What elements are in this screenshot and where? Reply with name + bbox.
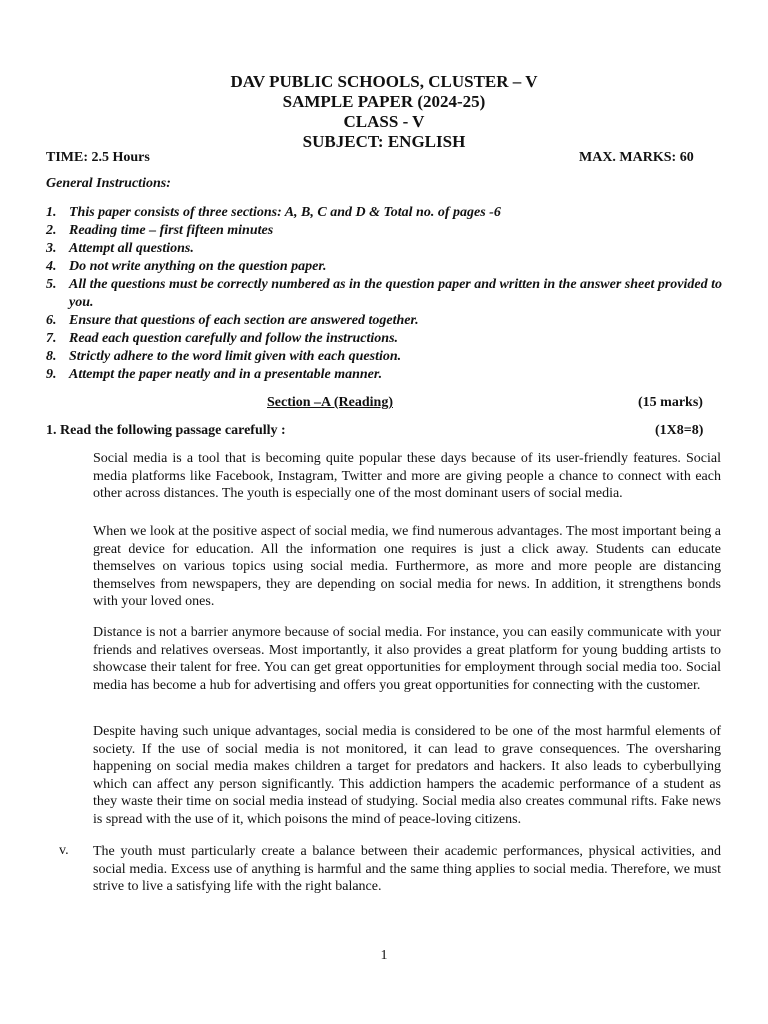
instruction-text: Ensure that questions of each section are answered together. bbox=[69, 313, 419, 328]
general-instructions-heading: General Instructions: bbox=[46, 176, 171, 191]
instruction-text: Attempt the paper neatly and in a presentable manner. bbox=[69, 367, 383, 382]
passage-paragraph-5: The youth must particularly create a balance between their academic performances, physical activities, and social media. Excess use of anything is harmful and the same thing applies to social media. Therefore, we must strive to live a satisfying life with the right balance. bbox=[93, 844, 721, 894]
paper-title: SAMPLE PAPER (2024-25) bbox=[282, 92, 486, 111]
instruction-text: All the questions must be correctly numbered as in the question paper and written in the answer sheet provided to you. bbox=[69, 277, 723, 310]
section-heading: Section –A (Reading) bbox=[267, 395, 393, 410]
subject-title: SUBJECT: ENGLISH bbox=[302, 132, 466, 151]
instruction-text: Reading time – first fifteen minutes bbox=[69, 223, 274, 238]
instruction-text: Attempt all questions. bbox=[69, 241, 194, 256]
school-title: DAV PUBLIC SCHOOLS, CLUSTER – V bbox=[230, 72, 538, 91]
instruction-number: 2. bbox=[46, 223, 57, 238]
instruction-item bbox=[46, 276, 726, 312]
section-marks: (15 marks) bbox=[638, 395, 703, 410]
instruction-number: 4. bbox=[46, 259, 57, 274]
passage-paragraph-3: Distance is not a barrier anymore because of social media. For instance, you can easily communicate with your friends and relatives overseas. Most importantly, it also provides a great platform for young budding artists to showcase their talent for free. You can get great opportunities for employment through social media too. Social media has become a hub for advertising and offers you great opportunities for connecting with the customer. bbox=[93, 625, 721, 693]
instruction-item bbox=[46, 366, 726, 384]
instruction-number: 8. bbox=[46, 349, 57, 364]
instruction-item bbox=[46, 348, 726, 366]
instruction-text: This paper consists of three sections: A, B, C and D & Total no. of pages -6 bbox=[69, 205, 501, 220]
question-label: 1. Read the following passage carefully : bbox=[46, 423, 286, 438]
instruction-number: 5. bbox=[46, 277, 57, 292]
max-marks-label: MAX. MARKS: 60 bbox=[579, 150, 694, 165]
instruction-number: 9. bbox=[46, 367, 57, 382]
page-number: 1 bbox=[380, 948, 388, 963]
instruction-number: 7. bbox=[46, 331, 57, 346]
instruction-item bbox=[46, 258, 726, 276]
instruction-item bbox=[46, 204, 726, 222]
time-label: TIME: 2.5 Hours bbox=[46, 150, 150, 165]
passage-paragraph-4: Despite having such unique advantages, social media is considered to be one of the most harmful elements of society. If the use of social media is not monitored, it can lead to grave consequences. The oversharing happening on social media makes children a target for predators and hackers. It also leads to cyberbullying which can affect any person significantly. This addiction hampers the academic performance of a student as they waste their time on social media instead of studying. Social media also creates communal rifts. Fake news is spread with the use of it, which poisons the mind of peace-loving citizens. bbox=[93, 724, 721, 827]
instruction-number: 3. bbox=[46, 241, 57, 256]
passage-paragraph-2: When we look at the positive aspect of social media, we find numerous advantages. The most important being a great device for education. All the information one requires is just a click away. Students can educate themselves on various topics using social media. Furthermore, as more and more people are distancing themselves from newspapers, they are depending on social media for news. In addition, it strengthens bonds with your loved ones. bbox=[93, 524, 721, 609]
question-marks: (1X8=8) bbox=[655, 423, 704, 438]
instructions-list bbox=[46, 204, 726, 384]
instruction-text: Strictly adhere to the word limit given with each question. bbox=[69, 349, 402, 364]
passage-paragraph-1: Social media is a tool that is becoming quite popular these days because of its user-friendly features. Social media platforms like Facebook, Instagram, Twitter and more are giving people a chance to connect with each other across distances. The youth is especially one of the most dominant users of social media. bbox=[93, 451, 721, 501]
instruction-item bbox=[46, 222, 726, 240]
class-title: CLASS - V bbox=[343, 112, 425, 131]
instruction-item bbox=[46, 330, 726, 348]
instruction-number: 1. bbox=[46, 205, 57, 220]
paragraph-marker: v. bbox=[59, 843, 69, 858]
instruction-text: Do not write anything on the question paper. bbox=[69, 259, 327, 274]
instruction-text: Read each question carefully and follow the instructions. bbox=[69, 331, 399, 346]
instruction-item bbox=[46, 240, 726, 258]
instruction-item bbox=[46, 312, 726, 330]
instruction-number: 6. bbox=[46, 313, 57, 328]
